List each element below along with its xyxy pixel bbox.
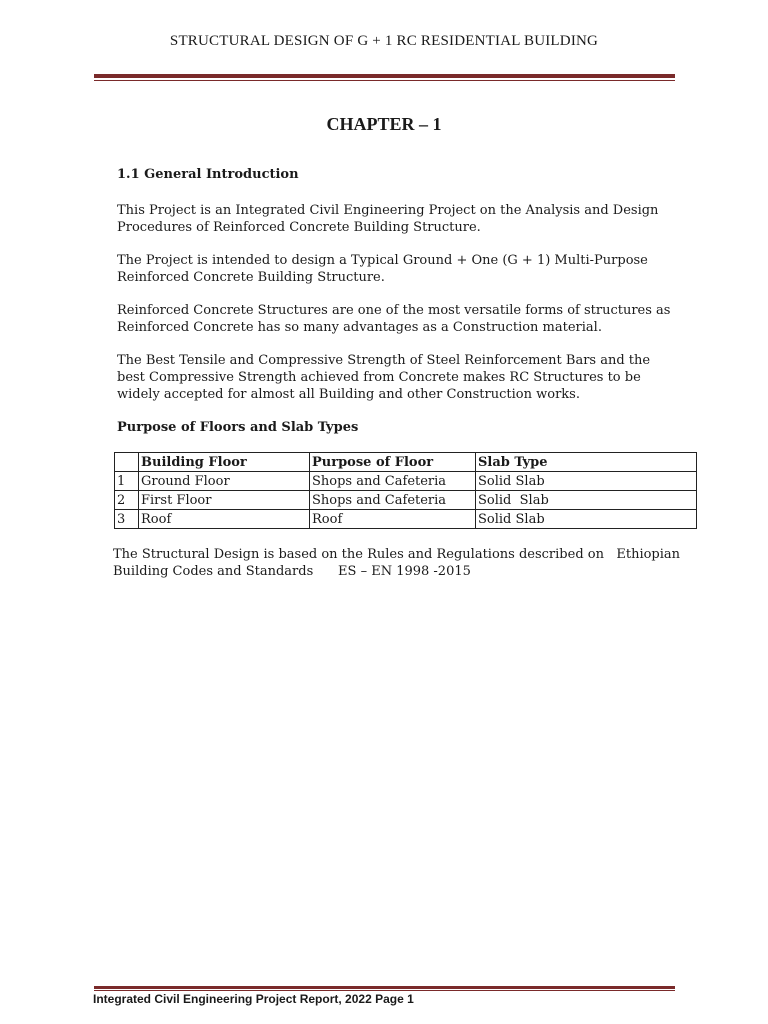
intro-paragraph-4: The Best Tensile and Compressive Strength of Steel Reinforcement Bars and the best Compressive Strength achieved from Concrete makes RC Structures to be widely accepted for almost all Building and other Construction works.	[117, 353, 651, 402]
table-row	[115, 472, 697, 491]
intro-paragraph-1: This Project is an Integrated Civil Engineering Project on the Analysis and Design Procedures of Reinforced Concrete Building Structure.	[117, 203, 659, 235]
table-cell: Shops and Cafeteria	[310, 472, 476, 491]
table-cell: 1	[115, 472, 139, 491]
table-cell: 2	[115, 491, 139, 510]
section-heading: 1.1 General Introduction	[117, 167, 299, 182]
table-cell: Solid Slab	[476, 510, 697, 529]
footer-rule-thick	[94, 986, 675, 989]
table-cell: Roof	[310, 510, 476, 529]
table-cell: Solid Slab	[476, 491, 697, 510]
table-cell: Roof	[139, 510, 310, 529]
table-cell: First Floor	[139, 491, 310, 510]
floors-table	[114, 452, 697, 529]
column-header-building-floor: Building Floor	[139, 453, 310, 472]
table-cell: 3	[115, 510, 139, 529]
table-cell: Solid Slab	[476, 472, 697, 491]
column-header-slab-type: Slab Type	[476, 453, 697, 472]
table-cell: Ground Floor	[139, 472, 310, 491]
table-cell: Shops and Cafeteria	[310, 491, 476, 510]
table-row	[115, 491, 697, 510]
footer-rule-thin	[94, 990, 675, 991]
table-header-row	[115, 453, 697, 472]
closing-line-1: The Structural Design is based on the Rules and Regulations described on Ethiopian	[113, 547, 681, 562]
column-header-index	[115, 453, 139, 472]
closing-line-2: Building Codes and Standards ES – EN 1998 -2015	[113, 564, 471, 579]
table-row	[115, 510, 697, 529]
chapter-title: CHAPTER – 1	[326, 114, 442, 134]
intro-paragraph-3: Reinforced Concrete Structures are one of the most versatile forms of structures as Reinforced Concrete has so many advantages as a Construction material.	[117, 303, 671, 335]
header-rule-thin	[94, 80, 675, 81]
page-footer: Integrated Civil Engineering Project Report, 2022 Page 1	[93, 992, 414, 1006]
header-rule-thick	[94, 74, 675, 78]
intro-paragraph-2: The Project is intended to design a Typical Ground + One (G + 1) Multi-Purpose Reinforced Concrete Building Structure.	[117, 253, 648, 285]
closing-paragraph	[113, 546, 693, 580]
running-header: STRUCTURAL DESIGN OF G + 1 RC RESIDENTIAL BUILDING	[169, 33, 599, 49]
column-header-purpose: Purpose of Floor	[310, 453, 476, 472]
table-heading: Purpose of Floors and Slab Types	[117, 420, 359, 435]
